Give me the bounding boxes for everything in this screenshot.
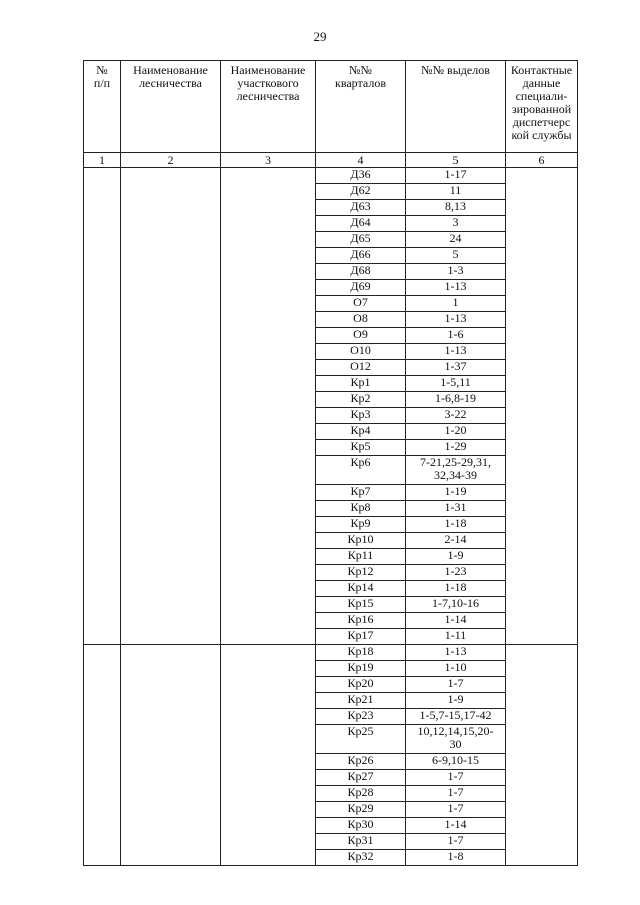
quarter-cell: Д62 bbox=[316, 184, 406, 200]
allotment-cell: 1-7 bbox=[406, 677, 506, 693]
quarter-cell: Кр11 bbox=[316, 549, 406, 565]
allotment-cell: 1-17 bbox=[406, 168, 506, 184]
header-line: лесничества bbox=[236, 89, 300, 103]
allotment-cell: 1-29 bbox=[406, 440, 506, 456]
number-cell bbox=[84, 645, 121, 866]
column-number: 4 bbox=[316, 153, 406, 168]
quarter-cell: Д36 bbox=[316, 168, 406, 184]
allotment-cell: 1 bbox=[406, 296, 506, 312]
header-row bbox=[84, 61, 578, 153]
quarter-cell: Кр21 bbox=[316, 693, 406, 709]
allotment-cell: 5 bbox=[406, 248, 506, 264]
quarter-cell: О7 bbox=[316, 296, 406, 312]
quarter-cell: Кр23 bbox=[316, 709, 406, 725]
header-line: кварталов bbox=[335, 76, 386, 90]
dispatch-contact-cell bbox=[506, 645, 578, 866]
header-line: № bbox=[96, 63, 108, 77]
allotment-cell: 1-13 bbox=[406, 344, 506, 360]
allotment-cell: 1-23 bbox=[406, 565, 506, 581]
quarter-cell: Кр4 bbox=[316, 424, 406, 440]
district-forestry-cell bbox=[221, 168, 316, 645]
column-number: 2 bbox=[121, 153, 221, 168]
header-line: Наименование bbox=[230, 63, 306, 77]
table-body bbox=[84, 168, 578, 866]
quarter-cell: Кр9 bbox=[316, 517, 406, 533]
allotment-cell: 1-7 bbox=[406, 802, 506, 818]
quarter-cell: Кр29 bbox=[316, 802, 406, 818]
allotment-cell: 8,13 bbox=[406, 200, 506, 216]
quarter-cell: Кр26 bbox=[316, 754, 406, 770]
header-cell-quarters bbox=[316, 61, 406, 153]
header-line: №№ bbox=[349, 63, 372, 77]
quarter-cell: Кр7 bbox=[316, 485, 406, 501]
column-number-row bbox=[84, 153, 578, 168]
quarter-cell: Д69 bbox=[316, 280, 406, 296]
column-number: 5 bbox=[406, 153, 506, 168]
allotment-cell: 3 bbox=[406, 216, 506, 232]
dispatch-contact-cell bbox=[506, 168, 578, 645]
allotment-cell: 1-9 bbox=[406, 693, 506, 709]
allotment-cell: 3-22 bbox=[406, 408, 506, 424]
allotment-cell: 1-20 bbox=[406, 424, 506, 440]
allotment-cell: 1-8 bbox=[406, 850, 506, 866]
header-line: лесничества bbox=[139, 76, 202, 90]
allotment-cell: 1-18 bbox=[406, 581, 506, 597]
allotment-cell: 1-13 bbox=[406, 312, 506, 328]
allotment-cell: 1-6,8-19 bbox=[406, 392, 506, 408]
quarter-cell: О10 bbox=[316, 344, 406, 360]
allotment-cell: 1-5,7-15,17-42 bbox=[406, 709, 506, 725]
table-row bbox=[84, 168, 578, 184]
quarter-cell: Кр32 bbox=[316, 850, 406, 866]
header-line: Наименование bbox=[133, 63, 208, 77]
quarter-cell: Кр25 bbox=[316, 725, 406, 754]
quarter-cell: Кр31 bbox=[316, 834, 406, 850]
quarter-cell: Кр12 bbox=[316, 565, 406, 581]
quarter-cell: Кр18 bbox=[316, 645, 406, 661]
quarter-cell: Кр30 bbox=[316, 818, 406, 834]
quarter-cell: Д65 bbox=[316, 232, 406, 248]
forestry-table bbox=[83, 60, 578, 866]
quarter-cell: Кр2 bbox=[316, 392, 406, 408]
quarter-cell: О8 bbox=[316, 312, 406, 328]
quarter-cell: Кр6 bbox=[316, 456, 406, 485]
allotment-cell: 11 bbox=[406, 184, 506, 200]
quarter-cell: Кр8 bbox=[316, 501, 406, 517]
header-line: участкового bbox=[237, 76, 299, 90]
allotment-cell: 1-9 bbox=[406, 549, 506, 565]
header-line: данные bbox=[522, 76, 561, 90]
allotment-cell: 1-7,10-16 bbox=[406, 597, 506, 613]
allotment-cell: 1-3 bbox=[406, 264, 506, 280]
allotment-cell: 1-7 bbox=[406, 786, 506, 802]
header-line: Контактные bbox=[510, 63, 573, 77]
district-forestry-cell bbox=[221, 645, 316, 866]
allotment-cell: 1-7 bbox=[406, 770, 506, 786]
quarter-cell: Кр19 bbox=[316, 661, 406, 677]
column-number: 3 bbox=[221, 153, 316, 168]
allotment-cell: 1-19 bbox=[406, 485, 506, 501]
allotment-cell: 1-5,11 bbox=[406, 376, 506, 392]
quarter-cell: Кр16 bbox=[316, 613, 406, 629]
allotment-cell: 7-21,25-29,31, 32,34-39 bbox=[406, 456, 506, 485]
quarter-cell: Кр3 bbox=[316, 408, 406, 424]
header-cell-district-forestry bbox=[221, 61, 316, 153]
allotment-cell: 1-6 bbox=[406, 328, 506, 344]
column-number: 1 bbox=[84, 153, 121, 168]
header-line: №№ выделов bbox=[421, 63, 490, 77]
header-cell-allotments bbox=[406, 61, 506, 153]
quarter-cell: Кр20 bbox=[316, 677, 406, 693]
quarter-cell: Кр5 bbox=[316, 440, 406, 456]
header-cell-dispatch-contacts bbox=[506, 61, 578, 153]
quarter-cell: Кр14 bbox=[316, 581, 406, 597]
page-number: 29 bbox=[313, 29, 327, 44]
quarter-cell: О12 bbox=[316, 360, 406, 376]
forestry-cell bbox=[121, 645, 221, 866]
quarter-cell: Д68 bbox=[316, 264, 406, 280]
allotment-cell: 1-18 bbox=[406, 517, 506, 533]
header-cell-forestry bbox=[121, 61, 221, 153]
number-cell bbox=[84, 168, 121, 645]
quarter-cell: О9 bbox=[316, 328, 406, 344]
quarter-cell: Кр28 bbox=[316, 786, 406, 802]
header-line: п/п bbox=[93, 76, 111, 90]
header-cell-number bbox=[84, 61, 121, 153]
quarter-cell: Д66 bbox=[316, 248, 406, 264]
allotment-cell: 1-31 bbox=[406, 501, 506, 517]
header-line: специали- bbox=[515, 89, 568, 103]
allotment-cell: 6-9,10-15 bbox=[406, 754, 506, 770]
header-line: кой службы bbox=[511, 128, 572, 142]
allotment-cell: 2-14 bbox=[406, 533, 506, 549]
quarter-cell: Кр1 bbox=[316, 376, 406, 392]
allotment-cell: 1-14 bbox=[406, 613, 506, 629]
quarter-cell: Кр15 bbox=[316, 597, 406, 613]
quarter-cell: Д64 bbox=[316, 216, 406, 232]
allotment-cell: 1-11 bbox=[406, 629, 506, 645]
header-line: зированной bbox=[511, 102, 572, 116]
column-number: 6 bbox=[506, 153, 578, 168]
forestry-cell bbox=[121, 168, 221, 645]
allotment-cell: 1-7 bbox=[406, 834, 506, 850]
allotment-cell: 1-10 bbox=[406, 661, 506, 677]
header-line: диспетчерс bbox=[512, 115, 571, 129]
quarter-cell: Д63 bbox=[316, 200, 406, 216]
table-row bbox=[84, 645, 578, 661]
allotment-cell: 1-37 bbox=[406, 360, 506, 376]
allotment-cell: 1-13 bbox=[406, 280, 506, 296]
quarter-cell: Кр10 bbox=[316, 533, 406, 549]
allotment-cell: 24 bbox=[406, 232, 506, 248]
allotment-cell: 1-13 bbox=[406, 645, 506, 661]
allotment-cell: 10,12,14,15,20- 30 bbox=[406, 725, 506, 754]
quarter-cell: Кр17 bbox=[316, 629, 406, 645]
allotment-cell: 1-14 bbox=[406, 818, 506, 834]
quarter-cell: Кр27 bbox=[316, 770, 406, 786]
